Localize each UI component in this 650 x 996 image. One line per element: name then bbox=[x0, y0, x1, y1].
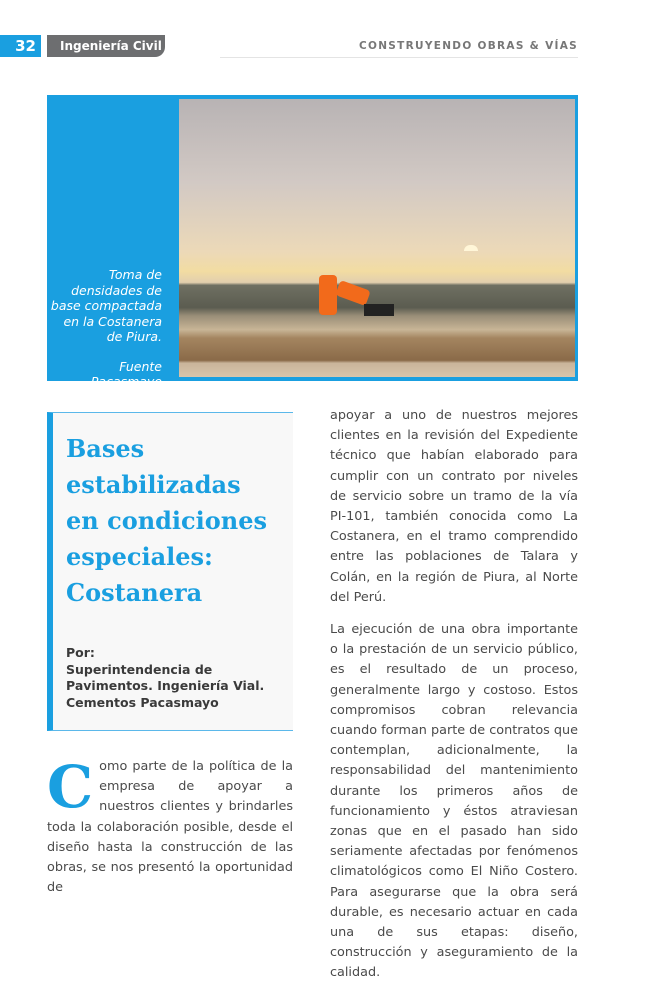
intro-paragraph: omo parte de la política de la empresa de apoyar a nuestros clientes y brindarles toda la colaboración posible, desde el diseño hasta la construcción de las obras, se nos presentó la oportunidad de bbox=[47, 759, 293, 896]
section-tab: Ingeniería Civil bbox=[47, 35, 165, 57]
title-line: en condiciones bbox=[66, 506, 268, 535]
article-title bbox=[66, 431, 293, 611]
title-line: Bases bbox=[66, 434, 145, 463]
magazine-name: CONSTRUYENDO OBRAS & VÍAS bbox=[358, 40, 578, 52]
body-column-left bbox=[47, 753, 293, 898]
page-number: 32 bbox=[0, 35, 41, 57]
figure bbox=[47, 95, 578, 389]
caption-text: Toma de densidades de base compactada en la Costanera de Piura. bbox=[50, 267, 162, 344]
figure-caption bbox=[47, 95, 172, 389]
byline-authors: Superintendencia de Pavimentos. Ingeniería Vial. Cementos Pacasmayo bbox=[66, 661, 265, 710]
title-line: Costanera bbox=[66, 578, 203, 607]
sun bbox=[464, 245, 478, 251]
worker-figure bbox=[319, 275, 337, 315]
construction-photo bbox=[179, 99, 575, 377]
drop-cap: C bbox=[47, 753, 94, 821]
worker-figure bbox=[335, 280, 371, 306]
caption-source: Fuente Pacasmayo bbox=[90, 358, 162, 389]
paragraph: La ejecución de una obra importante o la prestación de un servicio público, es el resultado de un proceso, generalmente largo y costoso. Estos compromisos cobran relevancia cuando forman parte de contratos que contemplan, adicionalmente, la responsabilidad del mantenimiento durante los primeros años de funcionamiento y éstos atraviesan zonas que en el pasado han sido seriamente afectadas por fenómenos climatológicos como El Niño Costero. Para asegurarse que la obra será durable, es necesario actuar en cada una de sus etapas: diseño, construcción y aseguramiento de la calidad. bbox=[330, 622, 579, 981]
byline-label: Por: bbox=[66, 645, 95, 660]
equipment bbox=[364, 304, 394, 316]
byline bbox=[66, 645, 281, 711]
title-line: especiales: bbox=[66, 542, 213, 571]
title-line: estabilizadas bbox=[66, 470, 241, 499]
article-title-box bbox=[47, 412, 293, 731]
body-column-right bbox=[330, 406, 578, 996]
paragraph: apoyar a uno de nuestros mejores clientes en la revisión del Expediente técnico que habían elaborado para cumplir con un contrato por niveles de servicio sobre un tramo de la vía PI-101, también conocida como La Costanera, en el tramo comprendido entre las poblaciones de Talara y Colán, en la región de Piura, al Norte del Perú. bbox=[330, 408, 578, 605]
header-divider bbox=[220, 57, 578, 58]
